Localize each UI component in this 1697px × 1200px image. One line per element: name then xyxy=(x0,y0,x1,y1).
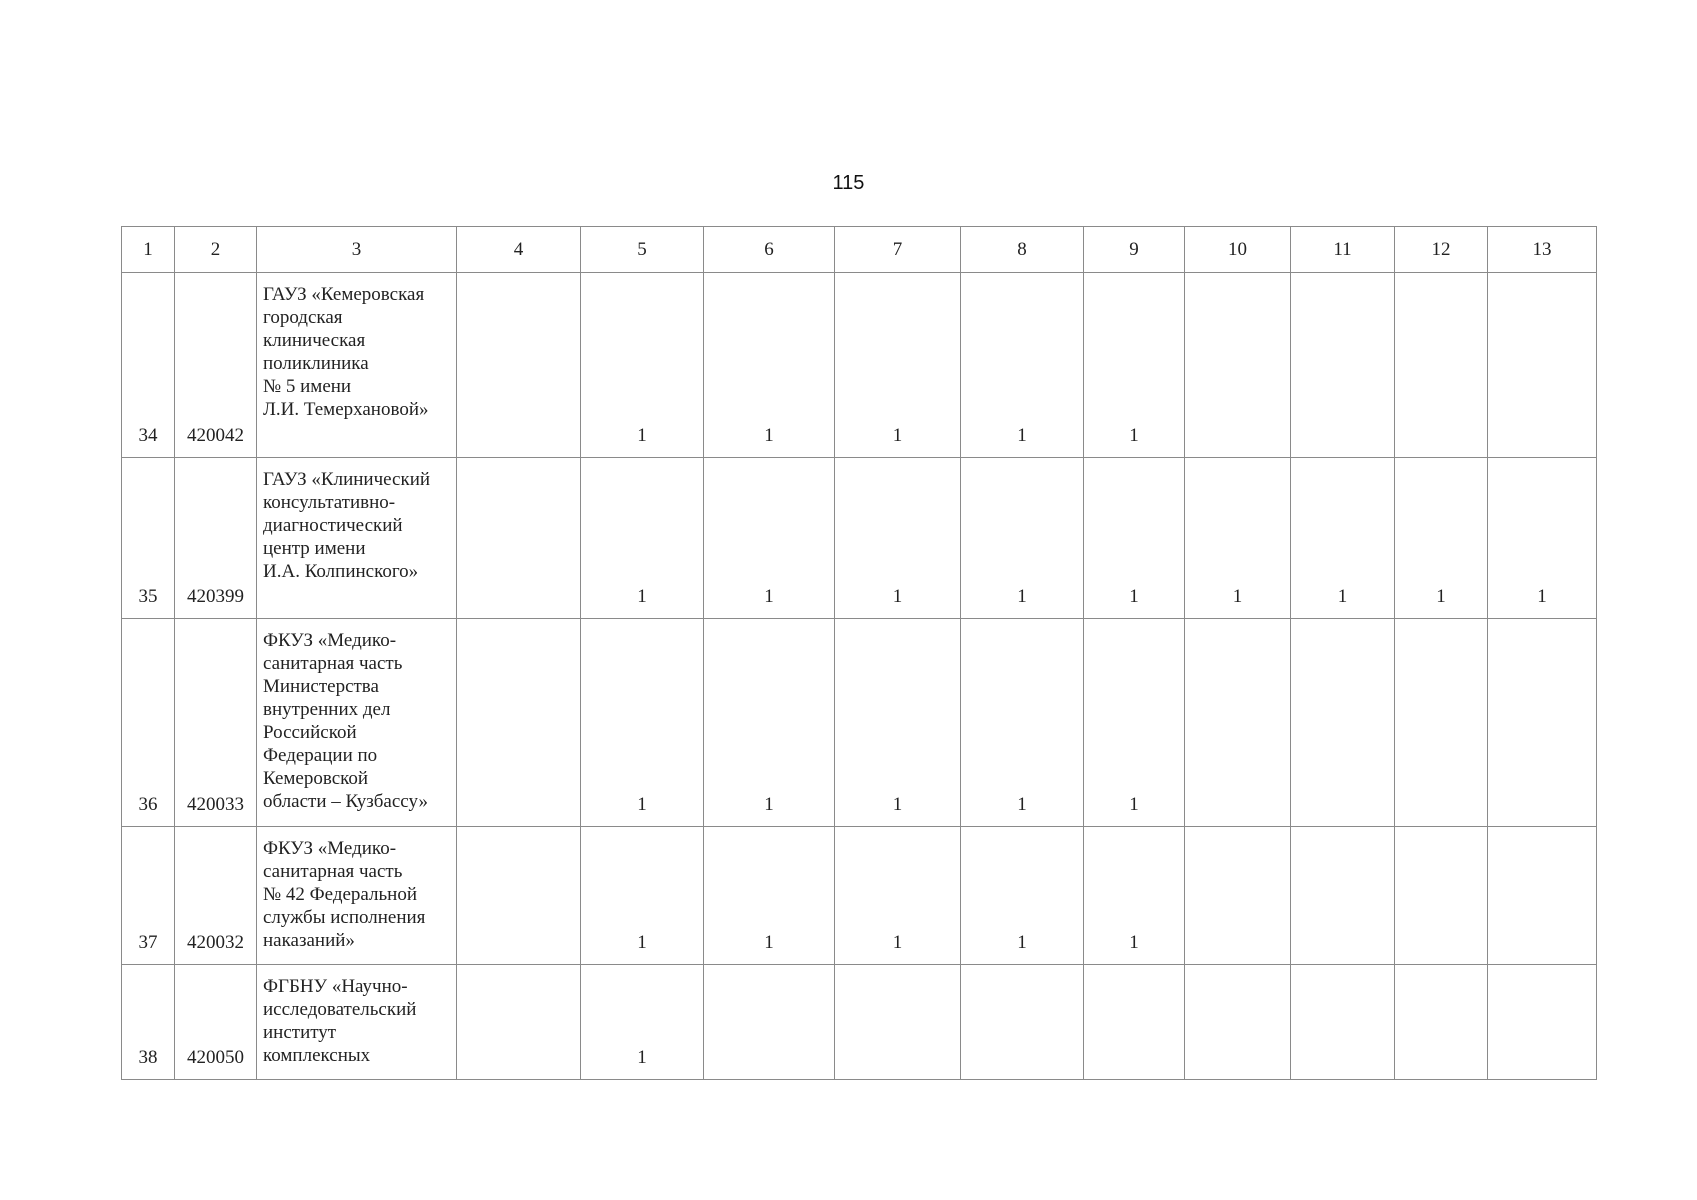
page-number: 115 xyxy=(832,172,865,194)
value-cell-5: 1 xyxy=(581,619,704,827)
value-cell-10 xyxy=(1185,273,1291,458)
column-header-3: 3 xyxy=(257,227,457,273)
value-cell-13 xyxy=(1488,273,1597,458)
data-table xyxy=(121,226,1597,1080)
value-cell-13 xyxy=(1488,827,1597,965)
column-header-1: 1 xyxy=(122,227,175,273)
value-cell-10 xyxy=(1185,827,1291,965)
value-cell-7: 1 xyxy=(835,273,961,458)
organization-name-cell: ГАУЗ «Кемеровская городская клиническая поликлиника № 5 имени Л.И. Темерхановой» xyxy=(257,273,457,458)
table-row xyxy=(122,458,1597,619)
value-cell-4 xyxy=(457,273,581,458)
table-row xyxy=(122,273,1597,458)
value-cell-4 xyxy=(457,827,581,965)
value-cell-10 xyxy=(1185,619,1291,827)
value-cell-8: 1 xyxy=(961,619,1084,827)
value-cell-9: 1 xyxy=(1084,458,1185,619)
value-cell-8 xyxy=(961,965,1084,1080)
value-cell-6: 1 xyxy=(704,273,835,458)
code-cell: 420050 xyxy=(175,965,257,1080)
value-cell-12 xyxy=(1395,619,1488,827)
value-cell-13 xyxy=(1488,619,1597,827)
value-cell-10: 1 xyxy=(1185,458,1291,619)
column-header-2: 2 xyxy=(175,227,257,273)
value-cell-11: 1 xyxy=(1291,458,1395,619)
value-cell-6 xyxy=(704,965,835,1080)
value-cell-5: 1 xyxy=(581,458,704,619)
column-header-7: 7 xyxy=(835,227,961,273)
value-cell-6: 1 xyxy=(704,619,835,827)
value-cell-9 xyxy=(1084,965,1185,1080)
value-cell-11 xyxy=(1291,965,1395,1080)
value-cell-7: 1 xyxy=(835,458,961,619)
row-number-cell: 36 xyxy=(122,619,175,827)
column-header-13: 13 xyxy=(1488,227,1597,273)
row-number-cell: 34 xyxy=(122,273,175,458)
column-header-4: 4 xyxy=(457,227,581,273)
value-cell-9: 1 xyxy=(1084,619,1185,827)
value-cell-4 xyxy=(457,619,581,827)
code-cell: 420033 xyxy=(175,619,257,827)
value-cell-7: 1 xyxy=(835,827,961,965)
header-row xyxy=(122,227,1597,273)
column-header-8: 8 xyxy=(961,227,1084,273)
value-cell-11 xyxy=(1291,827,1395,965)
column-header-12: 12 xyxy=(1395,227,1488,273)
table-row xyxy=(122,827,1597,965)
organization-name-cell: ФКУЗ «Медико- санитарная часть Министерства внутренних дел Российской Федерации по Кемеровской области – Кузбассу» xyxy=(257,619,457,827)
column-header-9: 9 xyxy=(1084,227,1185,273)
row-number-cell: 38 xyxy=(122,965,175,1080)
value-cell-9: 1 xyxy=(1084,827,1185,965)
value-cell-12 xyxy=(1395,827,1488,965)
value-cell-7 xyxy=(835,965,961,1080)
organization-name-cell: ФКУЗ «Медико- санитарная часть № 42 Федеральной службы исполнения наказаний» xyxy=(257,827,457,965)
value-cell-6: 1 xyxy=(704,827,835,965)
code-cell: 420032 xyxy=(175,827,257,965)
code-cell: 420399 xyxy=(175,458,257,619)
row-number-cell: 37 xyxy=(122,827,175,965)
code-cell: 420042 xyxy=(175,273,257,458)
value-cell-6: 1 xyxy=(704,458,835,619)
row-number-cell: 35 xyxy=(122,458,175,619)
column-header-6: 6 xyxy=(704,227,835,273)
value-cell-8: 1 xyxy=(961,827,1084,965)
value-cell-5: 1 xyxy=(581,273,704,458)
value-cell-5: 1 xyxy=(581,965,704,1080)
organization-name-cell: ФГБНУ «Научно- исследовательский институт комплексных xyxy=(257,965,457,1080)
value-cell-13: 1 xyxy=(1488,458,1597,619)
value-cell-11 xyxy=(1291,619,1395,827)
table-row xyxy=(122,965,1597,1080)
value-cell-7: 1 xyxy=(835,619,961,827)
value-cell-4 xyxy=(457,965,581,1080)
value-cell-9: 1 xyxy=(1084,273,1185,458)
value-cell-12: 1 xyxy=(1395,458,1488,619)
value-cell-4 xyxy=(457,458,581,619)
column-header-5: 5 xyxy=(581,227,704,273)
value-cell-12 xyxy=(1395,273,1488,458)
value-cell-11 xyxy=(1291,273,1395,458)
table-row xyxy=(122,619,1597,827)
value-cell-8: 1 xyxy=(961,273,1084,458)
value-cell-5: 1 xyxy=(581,827,704,965)
column-header-11: 11 xyxy=(1291,227,1395,273)
value-cell-8: 1 xyxy=(961,458,1084,619)
value-cell-12 xyxy=(1395,965,1488,1080)
value-cell-13 xyxy=(1488,965,1597,1080)
column-header-10: 10 xyxy=(1185,227,1291,273)
organization-name-cell: ГАУЗ «Клинический консультативно- диагностический центр имени И.А. Колпинского» xyxy=(257,458,457,619)
value-cell-10 xyxy=(1185,965,1291,1080)
